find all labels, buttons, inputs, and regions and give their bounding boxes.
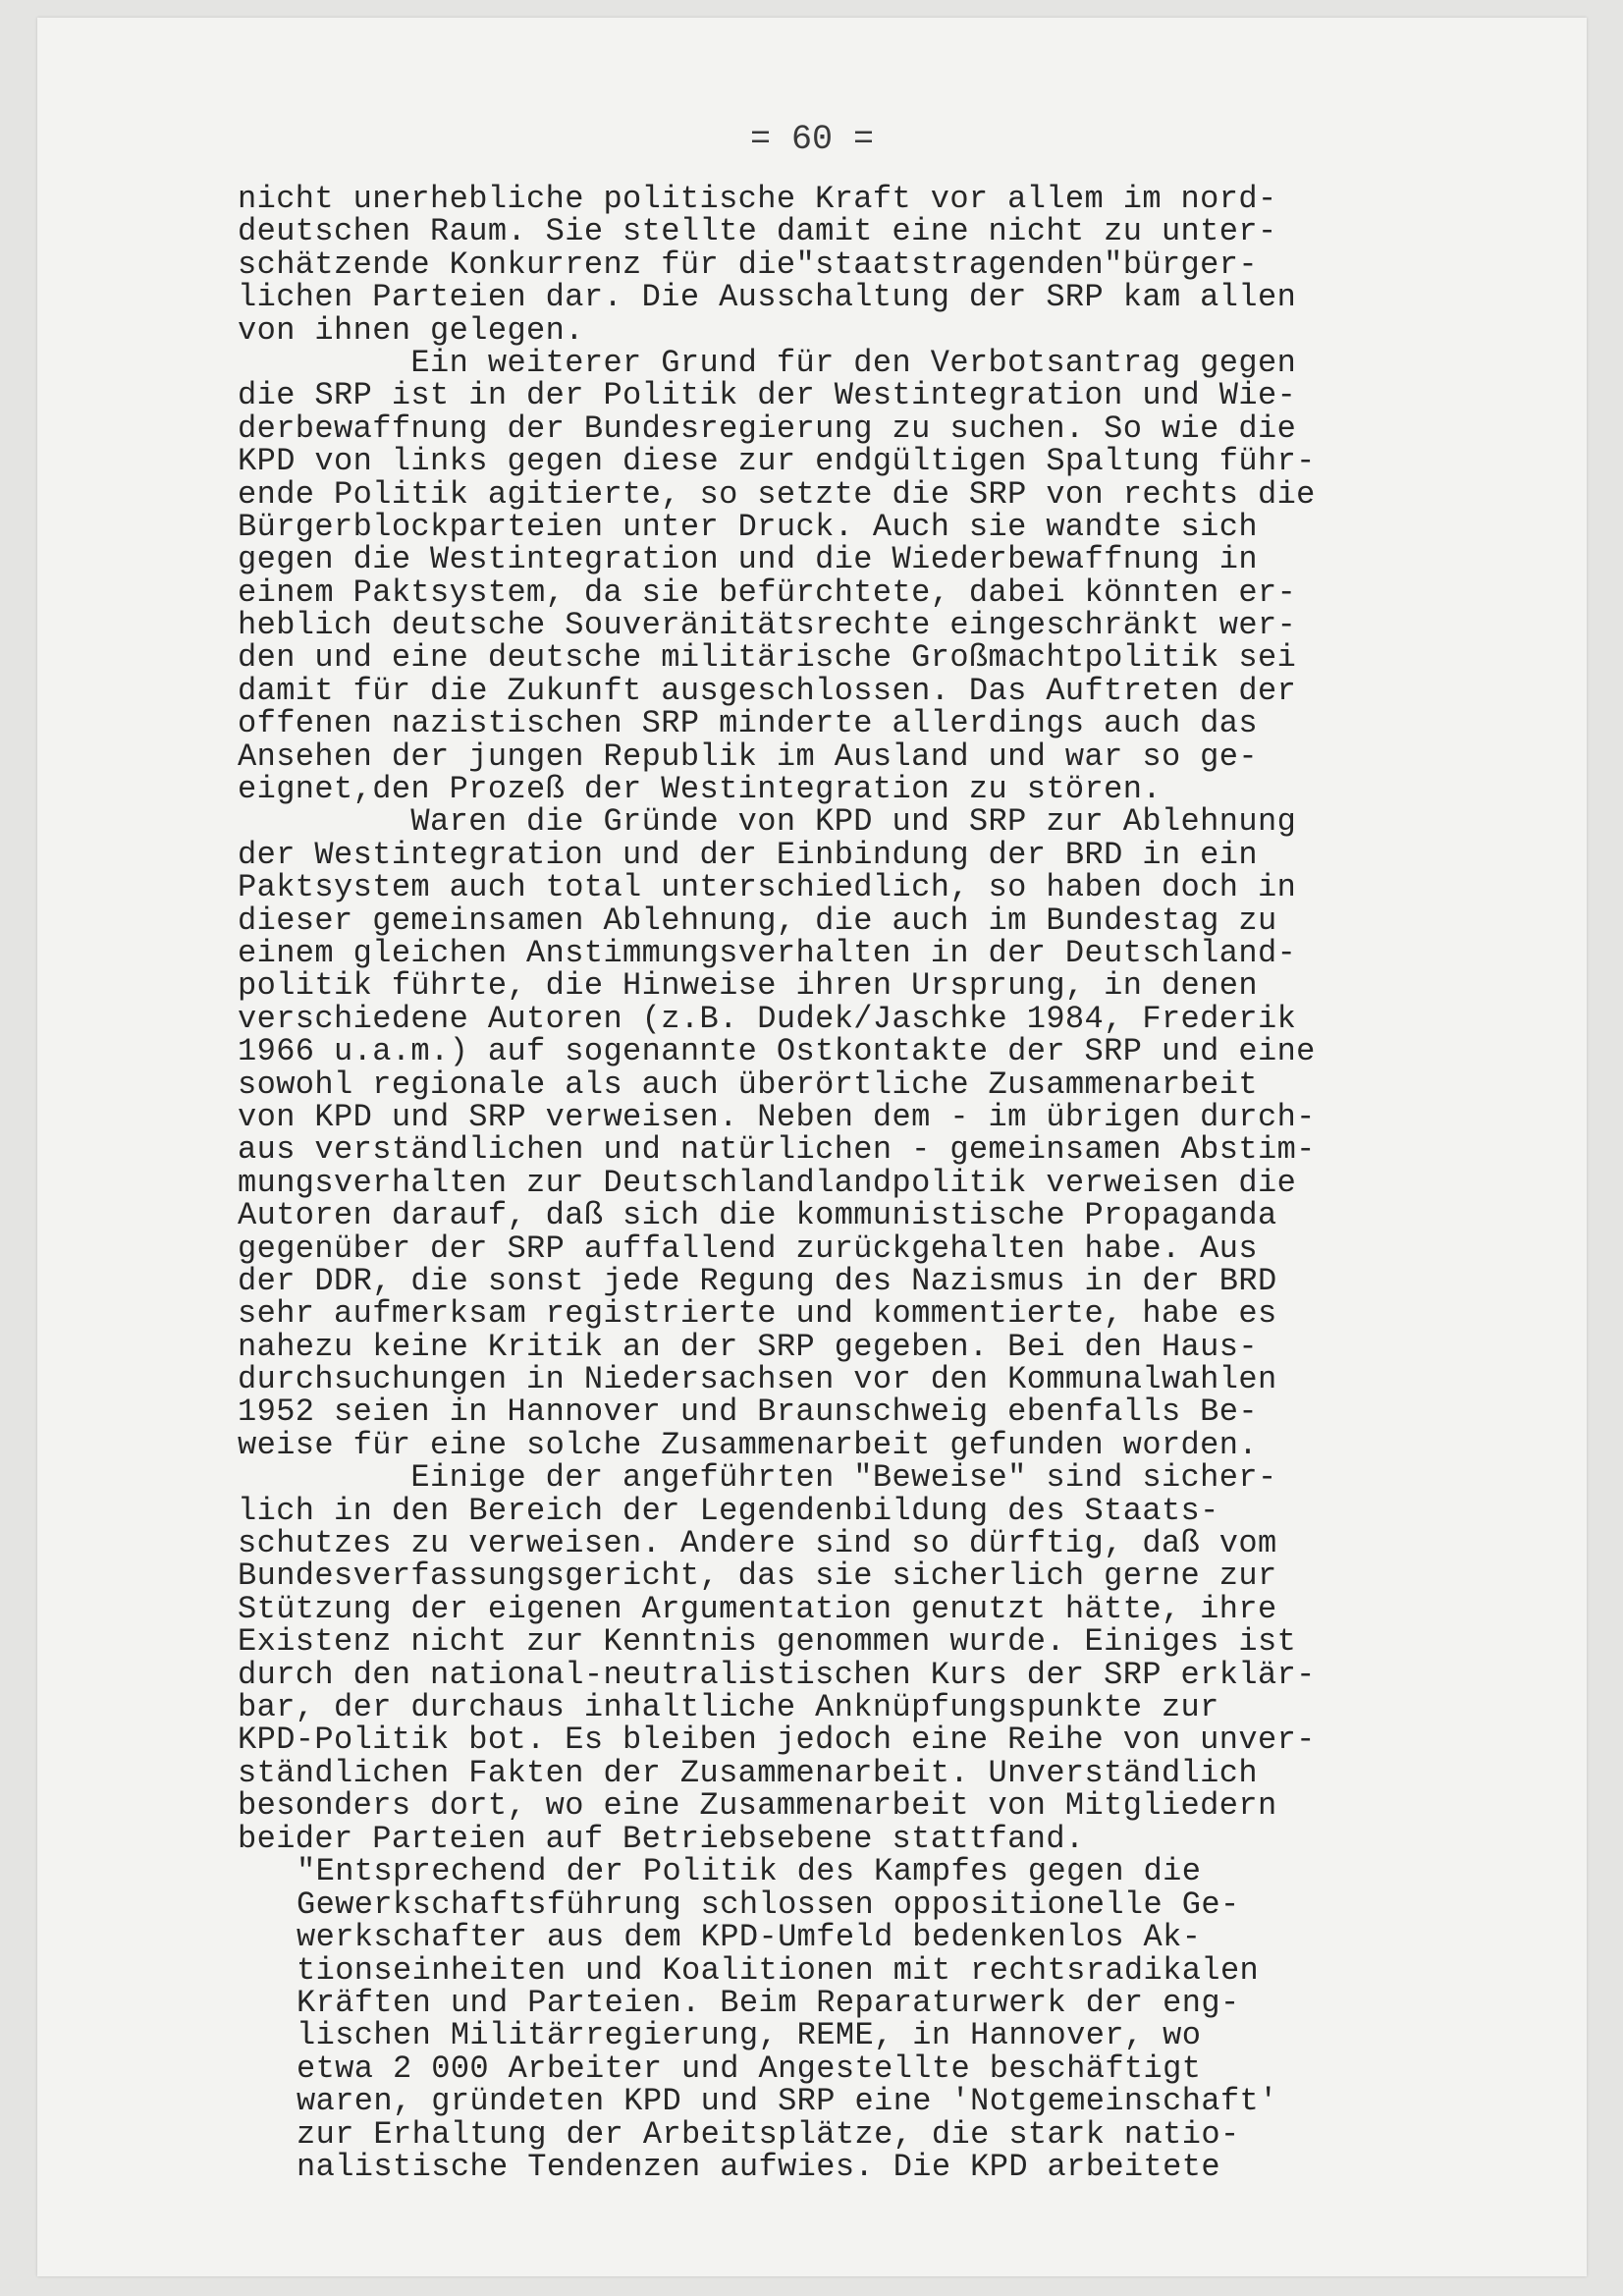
text-line: Kräften und Parteien. Beim Reparaturwerk der eng- bbox=[297, 1984, 1240, 2021]
text-line: Autoren darauf, daß sich die kommunistische Propaganda bbox=[238, 1197, 1277, 1234]
text-line: dieser gemeinsamen Ablehnung, die auch im Bundestag zu bbox=[238, 902, 1277, 939]
text-line: eignet,den Prozeß der Westintegration zu stören. bbox=[238, 771, 1162, 808]
text-line: beider Parteien auf Betriebsebene stattfand. bbox=[238, 1820, 1085, 1857]
text-line: lischen Militärregierung, REME, in Hannover, wo bbox=[297, 2017, 1202, 2054]
text-line: waren, gründeten KPD und SRP eine 'Notgemeinschaft' bbox=[297, 2083, 1278, 2120]
text-line: der DDR, die sonst jede Regung des Nazismus in der BRD bbox=[238, 1262, 1277, 1299]
text-line: lich in den Bereich der Legendenbildung des Staats- bbox=[238, 1492, 1219, 1529]
text-line: einem Paktsystem, da sie befürchtete, dabei könnten er- bbox=[238, 574, 1297, 611]
text-line: bar, der durchaus inhaltliche Anknüpfungspunkte zur bbox=[238, 1688, 1219, 1725]
text-line: aus verständlichen und natürlichen - gemeinsamen Abstim- bbox=[238, 1131, 1316, 1169]
text-line: einem gleichen Anstimmungsverhalten in der Deutschland- bbox=[238, 934, 1297, 971]
text-line: mungsverhalten zur Deutschlandlandpolitik verweisen die bbox=[238, 1164, 1297, 1201]
text-line: ende Politik agitierte, so setzte die SRP von rechts die bbox=[238, 475, 1316, 513]
text-line: gegen die Westintegration und die Wiederbewaffnung in bbox=[238, 541, 1258, 578]
text-line: "Entsprechend der Politik des Kampfes gegen die bbox=[297, 1853, 1202, 1890]
text-line: werkschafter aus dem KPD-Umfeld bedenkenlos Ak- bbox=[297, 1919, 1202, 1956]
text-line: Einige der angeführten "Beweise" sind sicher- bbox=[238, 1459, 1277, 1497]
body-text bbox=[238, 183, 1416, 1855]
document-page bbox=[37, 18, 1587, 2276]
text-line: Ansehen der jungen Republik im Ausland und war so ge- bbox=[238, 738, 1258, 775]
text-line: schätzende Konkurrenz für die"staatstragenden"bürger- bbox=[238, 246, 1258, 283]
text-line: offenen nazistischen SRP minderte allerdings auch das bbox=[238, 705, 1258, 742]
text-line: Existenz nicht zur Kenntnis genommen wurde. Einiges ist bbox=[238, 1623, 1297, 1661]
text-line: 1952 seien in Hannover und Braunschweig ebenfalls Be- bbox=[238, 1394, 1258, 1431]
text-line: 1966 u.a.m.) auf sogenannte Ostkontakte der SRP und eine bbox=[238, 1033, 1316, 1070]
text-line: Ein weiterer Grund für den Verbotsantrag gegen bbox=[238, 344, 1297, 381]
text-line: Bürgerblockparteien unter Druck. Auch sie wandte sich bbox=[238, 508, 1258, 545]
text-line: den und eine deutsche militärische Großmachtpolitik sei bbox=[238, 639, 1297, 677]
text-line: durchsuchungen in Niedersachsen vor den Kommunalwahlen bbox=[238, 1361, 1277, 1398]
text-line: KPD von links gegen diese zur endgültigen Spaltung führ- bbox=[238, 443, 1316, 480]
text-line: derbewaffnung der Bundesregierung zu suchen. So wie die bbox=[238, 410, 1297, 447]
text-line: weise für eine solche Zusammenarbeit gefunden worden. bbox=[238, 1426, 1258, 1463]
text-line: sowohl regionale als auch überörtliche Zusammenarbeit bbox=[238, 1066, 1258, 1103]
page-number: = 60 = bbox=[749, 120, 875, 159]
text-line: verschiedene Autoren (z.B. Dudek/Jaschke 1984, Frederik bbox=[238, 1000, 1297, 1037]
block-quote bbox=[297, 1855, 1377, 2183]
text-line: nalistische Tendenzen aufwies. Die KPD arbeitete bbox=[297, 2148, 1220, 2185]
text-line: die SRP ist in der Politik der Westintegration und Wie- bbox=[238, 377, 1297, 414]
text-line: Stützung der eigenen Argumentation genutzt hätte, ihre bbox=[238, 1590, 1277, 1627]
text-line: Gewerkschaftsführung schlossen oppositionelle Ge- bbox=[297, 1886, 1240, 1923]
text-line: ständlichen Fakten der Zusammenarbeit. Unverständlich bbox=[238, 1754, 1258, 1791]
text-line: von ihnen gelegen. bbox=[238, 311, 584, 349]
text-line: deutschen Raum. Sie stellte damit eine nicht zu unter- bbox=[238, 213, 1277, 250]
text-line: lichen Parteien dar. Die Ausschaltung der SRP kam allen bbox=[238, 279, 1297, 316]
text-line: damit für die Zukunft ausgeschlossen. Das Auftreten der bbox=[238, 672, 1297, 709]
text-line: nahezu keine Kritik an der SRP gegeben. Bei den Haus- bbox=[238, 1328, 1258, 1365]
text-line: der Westintegration und der Einbindung der BRD in ein bbox=[238, 836, 1258, 873]
text-line: besonders dort, wo eine Zusammenarbeit von Mitgliedern bbox=[238, 1787, 1277, 1825]
text-line: sehr aufmerksam registrierte und kommentierte, habe es bbox=[238, 1295, 1277, 1333]
text-line: nicht unerhebliche politische Kraft vor allem im nord- bbox=[238, 181, 1277, 217]
text-line: heblich deutsche Souveränitätsrechte eingeschränkt wer- bbox=[238, 607, 1297, 644]
text-line: tionseinheiten und Koalitionen mit rechtsradikalen bbox=[297, 1951, 1260, 1989]
text-line: politik führte, die Hinweise ihren Ursprung, in denen bbox=[238, 967, 1258, 1005]
text-line: schutzes zu verweisen. Andere sind so dürftig, daß vom bbox=[238, 1525, 1277, 1562]
text-line: etwa 2 000 Arbeiter und Angestellte beschäftigt bbox=[297, 2050, 1202, 2087]
text-line: Paktsystem auch total unterschiedlich, so haben doch in bbox=[238, 869, 1297, 906]
text-line: Bundesverfassungsgericht, das sie sicherlich gerne zur bbox=[238, 1558, 1277, 1595]
text-line: von KPD und SRP verweisen. Neben dem - im übrigen durch- bbox=[238, 1098, 1316, 1135]
text-line: durch den national-neutralistischen Kurs der SRP erklär- bbox=[238, 1656, 1316, 1693]
text-line: KPD-Politik bot. Es bleiben jedoch eine Reihe von unver- bbox=[238, 1722, 1316, 1759]
text-line: gegenüber der SRP auffallend zurückgehalten habe. Aus bbox=[238, 1230, 1258, 1267]
text-line: zur Erhaltung der Arbeitsplätze, die stark natio- bbox=[297, 2115, 1240, 2153]
text-line: Waren die Gründe von KPD und SRP zur Ablehnung bbox=[238, 803, 1297, 841]
